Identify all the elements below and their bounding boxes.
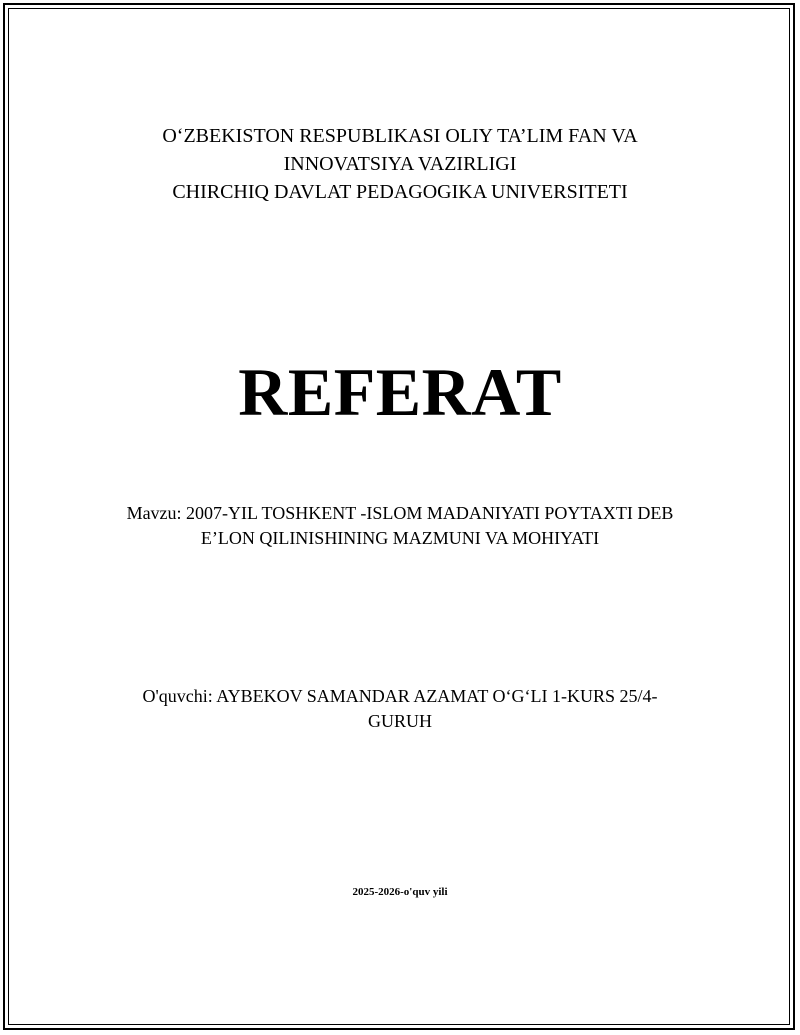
- student-line-1: O'quvchi: AYBEKOV SAMANDAR AZAMAT O‘G‘LI 1-KURS 25/4-: [142, 686, 658, 706]
- topic-block: [0, 501, 800, 551]
- document-title: REFERAT: [238, 354, 562, 430]
- topic-line-2: E’LON QILINISHINING MAZMUNI VA MOHIYATI: [200, 528, 600, 548]
- topic-line-1: Mavzu: 2007-YIL TOSHKENT -ISLOM MADANIYATI POYTAXTI DEB: [126, 503, 674, 523]
- ministry-line-2: INNOVATSIYA VAZIRLIGI: [283, 153, 517, 175]
- university-name: CHIRCHIQ DAVLAT PEDAGOGIKA UNIVERSITETI: [172, 181, 628, 203]
- ministry-line-1: O‘ZBEKISTON RESPUBLIKASI OLIY TA’LIM FAN VA: [162, 125, 638, 147]
- academic-year: 2025-2026-o'quv yili: [352, 886, 448, 898]
- student-line-2: GURUH: [367, 711, 432, 731]
- student-block: [0, 684, 800, 734]
- institution-header: [0, 122, 800, 206]
